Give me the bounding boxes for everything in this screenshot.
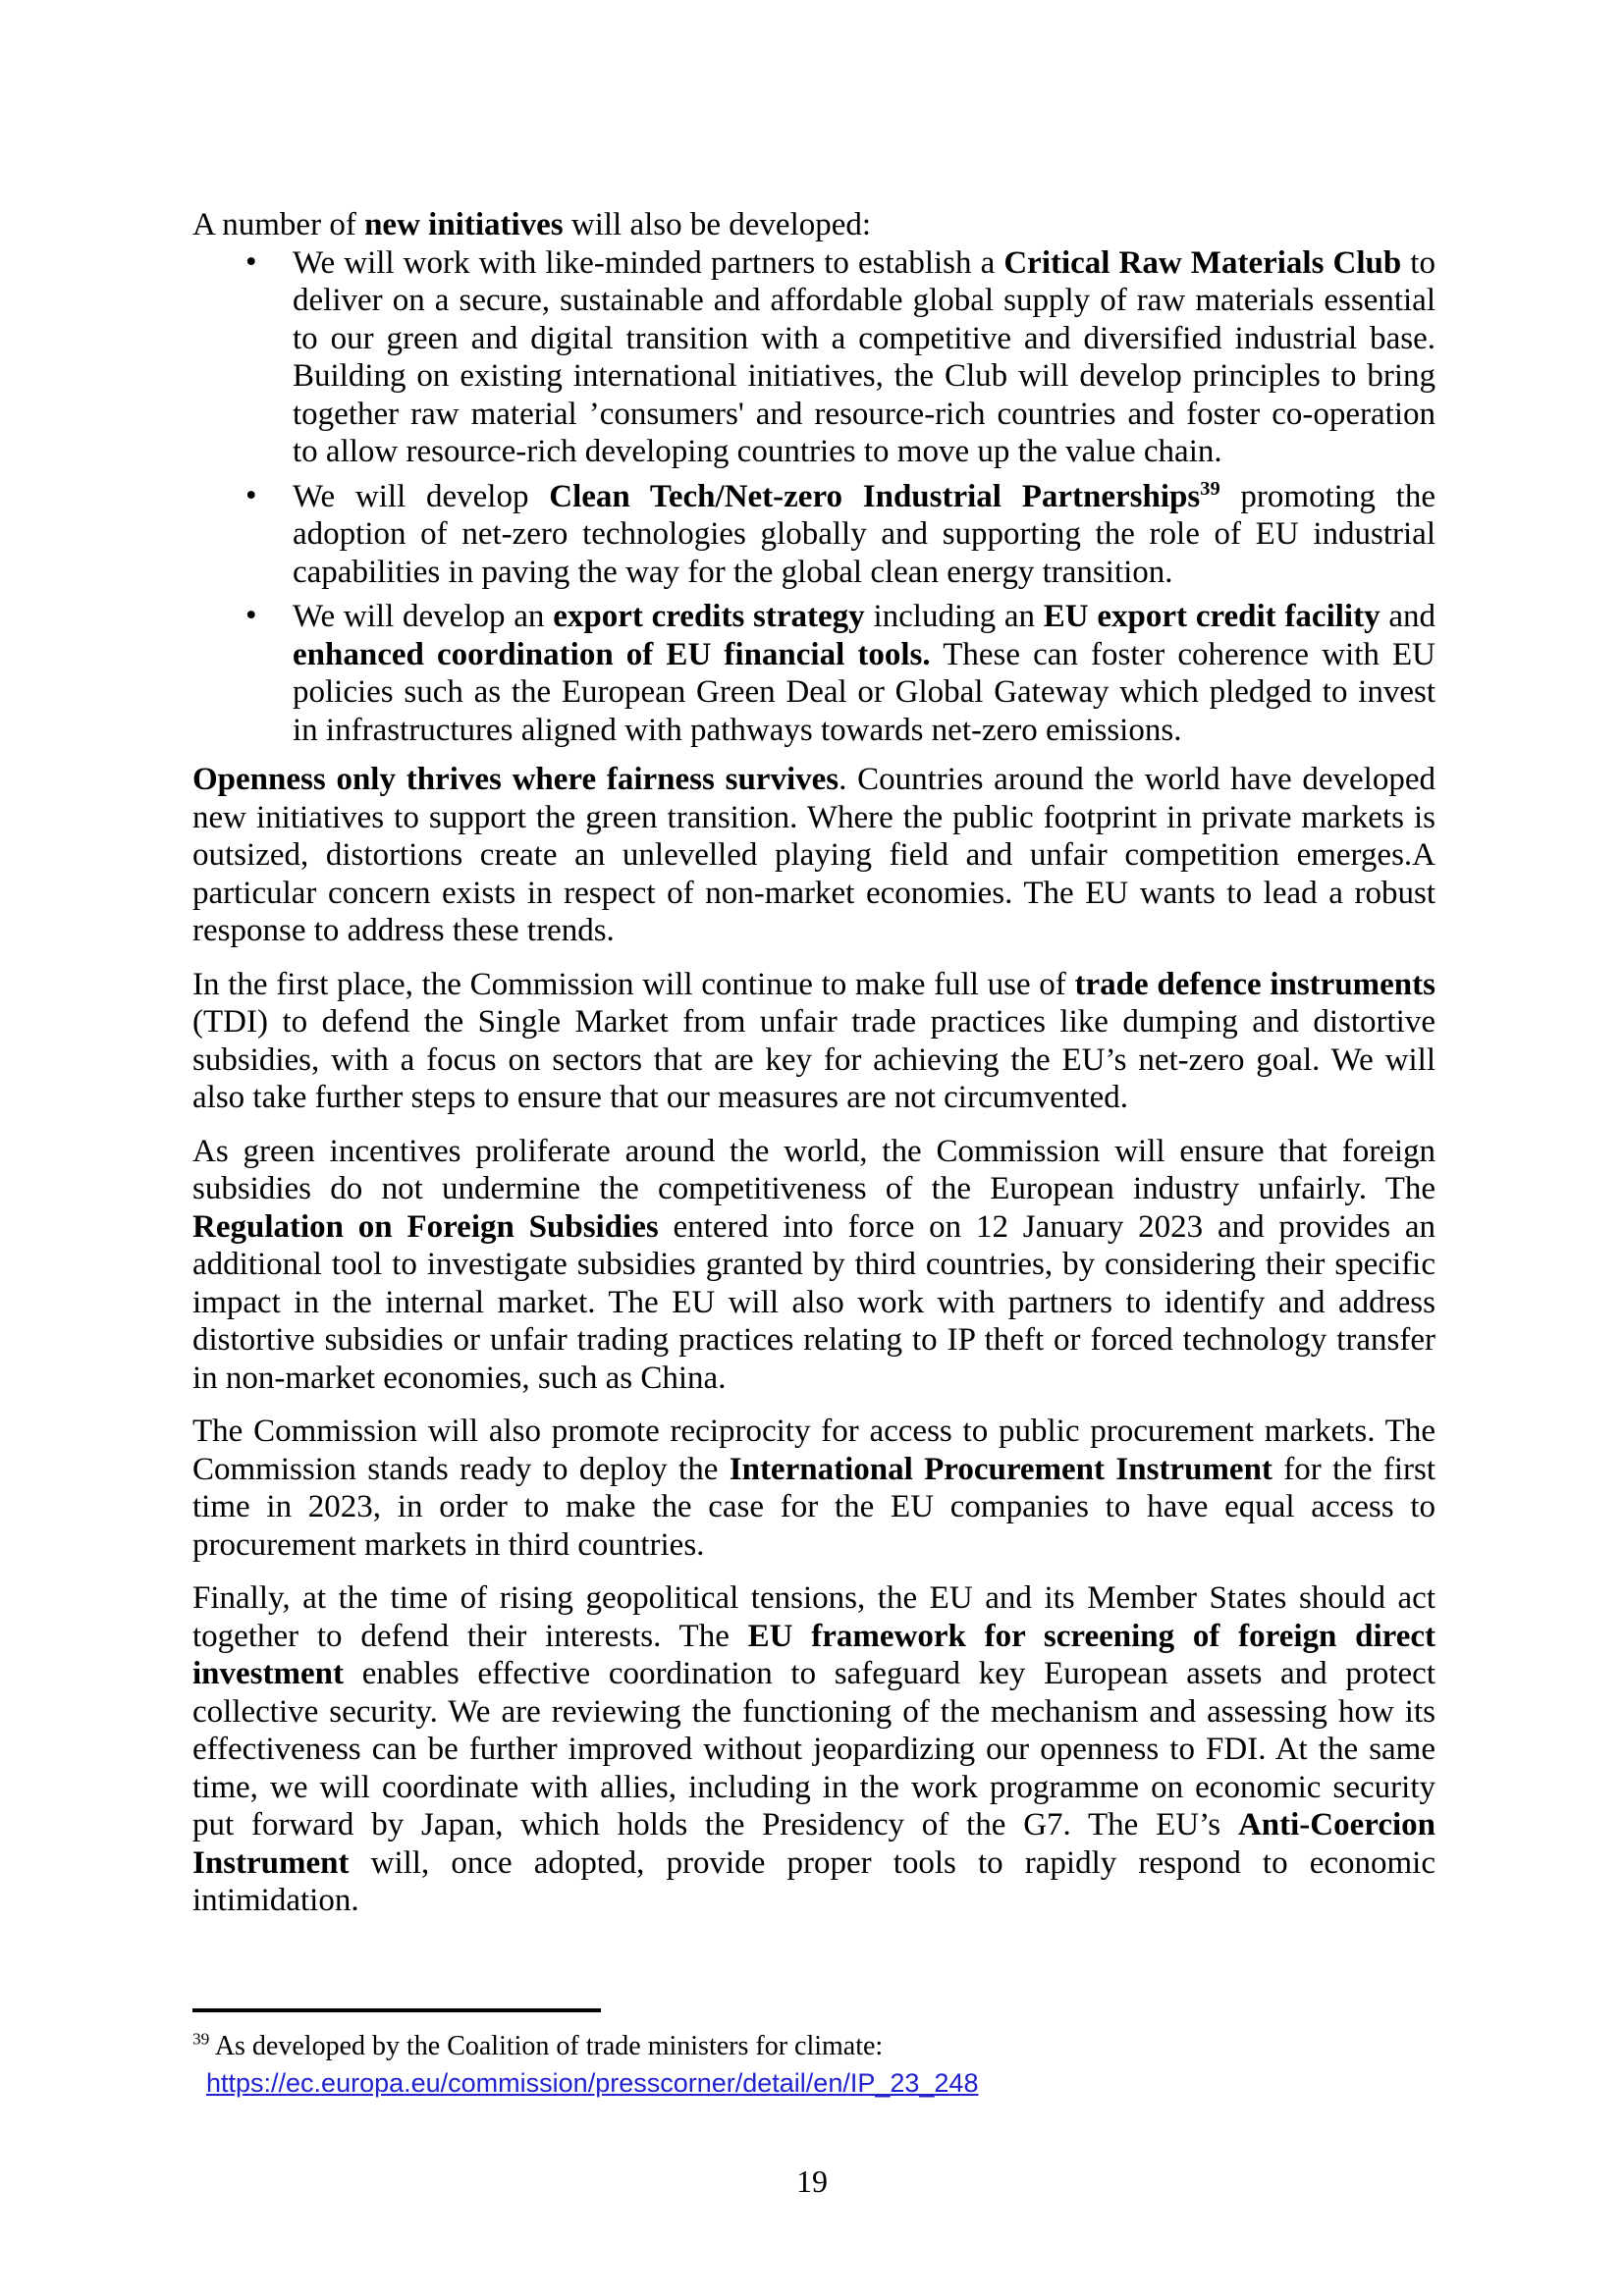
bullet-list	[192, 244, 1435, 750]
bullet-text: We will work with like-minded partners to establish a Critical Raw Materials Club to deliver on a secure, sustainable and affordable global supply of raw materials essential to our green and digital transition with a competitive and diversified industrial base. Building on existing international initiatives, the Club will develop principles to bring together raw material ’consumers' and resource-rich countries and foster co-operation to allow resource-rich developing countries to move up the value chain.	[293, 244, 1435, 469]
footnote-separator	[192, 2008, 601, 2012]
paragraph-procurement: The Commission will also promote reciprocity for access to public procurement markets. The Commission stands ready to deploy the International Procurement Instrument for the first time in 2023, in order to make the case for the EU companies to have equal access to procurement markets in third countries.	[192, 1414, 1436, 1563]
footnote-marker: 39	[192, 2029, 210, 2049]
bullet-item	[192, 598, 1435, 749]
footnote-link[interactable]: https://ec.europa.eu/commission/presscorner/detail/en/IP_23_248	[206, 2068, 979, 2098]
paragraph-trade-defence: In the first place, the Commission will continue to make full use of trade defence instruments (TDI) to defend the Single Market from unfair trade practices like dumping and distortive subsidies, with a focus on sectors that are key for achieving the EU’s net-zero goal. We will also take further steps to ensure that our measures are not circumvented.	[192, 966, 1435, 1115]
bullet-icon: •	[245, 243, 257, 280]
bullet-icon: •	[245, 477, 257, 513]
footnote	[192, 2008, 1435, 2101]
intro-paragraph: A number of new initiatives will also be developed:	[192, 207, 872, 242]
footnote-line	[192, 2030, 1435, 2063]
bullet-text: We will develop Clean Tech/Net-zero Industrial Partnerships$^{39}$ promoting the adoption of net-zero technologies globally and supporting the role of EU industrial capabilities in paving the way for the global clean energy transition.	[293, 477, 1435, 590]
bullet-item	[192, 478, 1435, 592]
paragraph-fdi-screening: Finally, at the time of rising geopolitical tensions, the EU and its Member States should act together to defend their interests. The EU framework for screening of foreign direct investment enables effective coordination to safeguard key European assets and protect collective security. We are reviewing the functioning of the mechanism and assessing how its effectiveness can be further improved without jeopardizing our openness to FDI. At the same time, we will coordinate with allies, including in the work programme on economic security put forward by Japan, which holds the Presidency of the G7. The EU’s Anti-Coercion Instrument will, once adopted, provide proper tools to rapidly respond to economic intimidation.	[192, 1580, 1435, 1918]
footnote-text: As developed by the Coalition of trade ministers for climate:	[209, 2031, 884, 2061]
bullet-text: We will develop an export credits strategy including an EU export credit facility and enhanced coordination of EU financial tools. These can foster coherence with EU policies such as the European Green Deal or Global Gateway which pledged to invest in infrastructures aligned with pathways towards net-zero emissions.	[293, 599, 1435, 748]
footnote-link-line	[192, 2066, 1435, 2101]
bullet-item	[192, 244, 1435, 471]
paragraph-foreign-subsidies: As green incentives proliferate around the world, the Commission will ensure that foreign subsidies do not undermine the competitiveness of the European industry unfairly. The Regulation on Foreign Subsidies entered into force on 12 January 2023 and provides an additional tool to investigate subsidies granted by third countries, by considering their specific impact in the internal market. The EU will also work with partners to identify and address distortive subsidies or unfair trading practices relating to IP theft or forced technology transfer in non-market economies, such as China.	[192, 1133, 1436, 1396]
page-number: 19	[796, 2163, 828, 2199]
bullet-icon: •	[245, 598, 257, 633]
page-body	[192, 206, 1435, 1936]
paragraph-openness: Openness only thrives where fairness survives. Countries around the world have developed new initiatives to support the green transition. Where the public footprint in private markets is outsized, distortions create an unlevelled playing field and unfair competition emerges.A particular concern exists in respect of non-market economies. The EU wants to lead a robust response to address these trends.	[192, 762, 1435, 948]
